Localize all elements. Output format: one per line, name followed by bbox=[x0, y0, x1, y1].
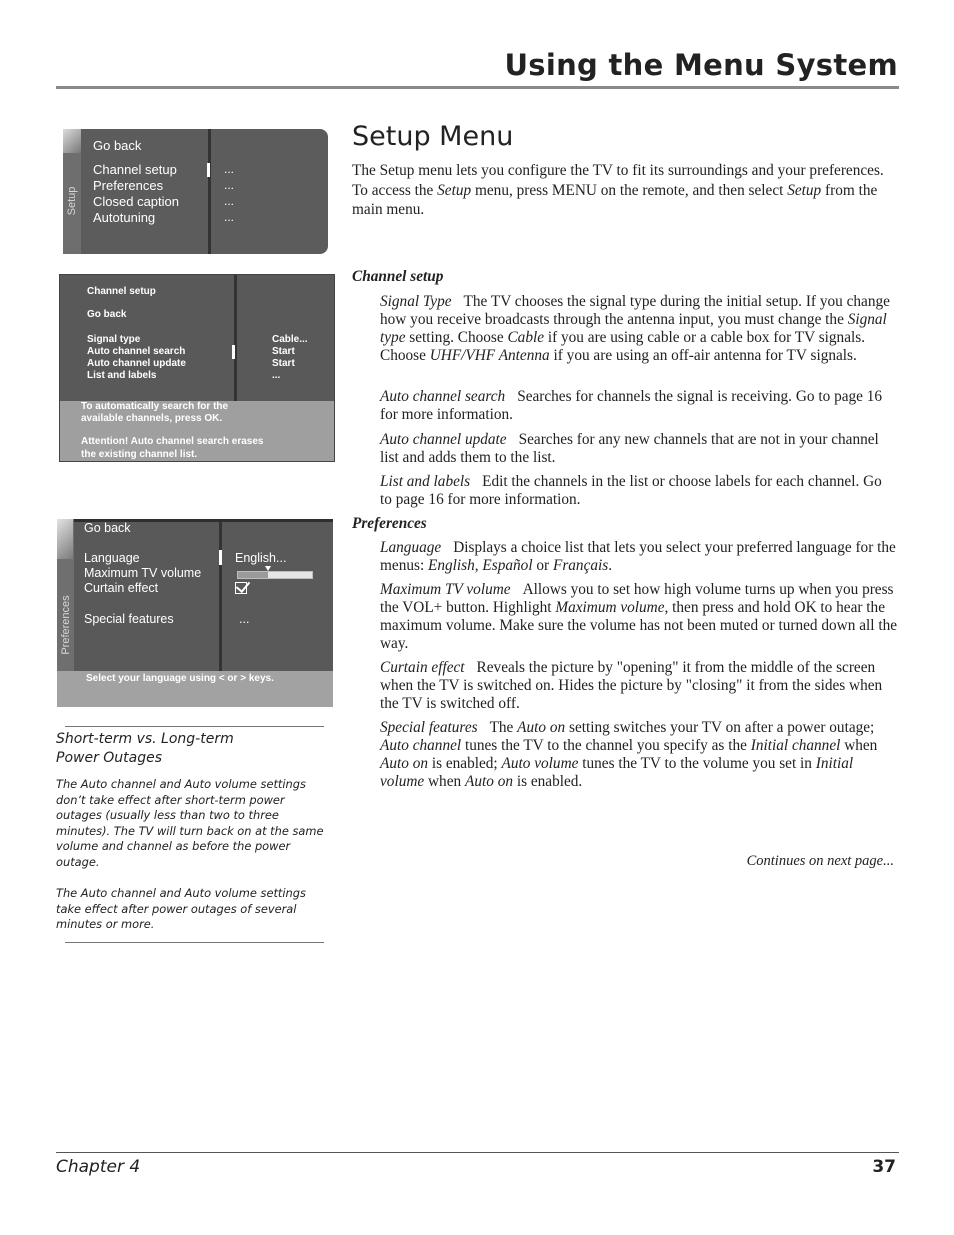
language-value: English... bbox=[235, 551, 287, 565]
menu-logo-icon bbox=[57, 519, 73, 559]
sidebar-rule-bottom bbox=[65, 942, 324, 943]
intro-paragraph: The Setup menu lets you configure the TV to fit its surroundings and your preferences. To access the Setup menu, press MENU on the remote, and then select Setup from the main menu. bbox=[352, 162, 884, 218]
highlight-cursor bbox=[232, 345, 235, 359]
menu-item-preferences: Preferences bbox=[93, 178, 164, 193]
page-title: Setup Menu bbox=[352, 121, 514, 152]
go-back-item: Go back bbox=[93, 138, 142, 153]
sidebar-text-line: The Auto channel and Auto volume settings bbox=[56, 886, 306, 900]
highlight-cursor bbox=[207, 163, 210, 177]
entry-signal-type: Signal Type The TV chooses the signal type during the initial setup. If you change how you receive broadcasts through the antenna input, you must change the Signal type setting. Choose Cable if you are using cable or a cable box for TV signals. Choose UHF/VHF Antenna if you are using an off-air antenna for TV signals. bbox=[380, 293, 890, 364]
menu-item-auto-channel-search: Auto channel search bbox=[87, 346, 186, 357]
sidebar-text-line: outages (usually less than two to three bbox=[56, 808, 279, 822]
chapter-label: Chapter 4 bbox=[56, 1157, 141, 1177]
menu-item-value: ... bbox=[272, 370, 281, 381]
menu-item-curtain-effect: Curtain effect bbox=[84, 581, 159, 595]
menu-item-value: ... bbox=[224, 178, 235, 192]
menu-divider bbox=[208, 129, 211, 254]
sidebar-text-line: outage. bbox=[56, 854, 100, 869]
highlight-cursor bbox=[219, 550, 222, 565]
menu-item-signal-type: Signal type bbox=[87, 334, 141, 345]
help-text-line: the existing channel list. bbox=[81, 449, 198, 460]
entry-maximum-tv-volume: Maximum TV volume Allows you to set how high volume turns up when you press the VOL+ button. Highlight Maximum volume, then press and hold OK to hear the maximum volume. Make sure the volume has not been muted or turned down all the way. bbox=[380, 581, 898, 652]
sidebar-title-line: Short-term vs. Long-term bbox=[56, 731, 234, 747]
help-text-bar bbox=[60, 401, 334, 462]
setup-menu-screenshot bbox=[63, 129, 328, 254]
volume-slider-thumb bbox=[265, 566, 271, 571]
channel-setup-heading: Channel setup bbox=[87, 286, 156, 297]
entry-language: Language Displays a choice list that lets you select your preferred language for the menus: English, Español or Français. bbox=[380, 539, 896, 574]
section-heading-preferences: Preferences bbox=[352, 515, 427, 532]
entry-special-features: Special features The Auto on setting switches your TV on after a power outage; Auto channel tunes the TV to the channel you specify as the Initial channel when Auto on is enabled; Auto volume tunes the TV to the volume you set in Initial volume when Auto on is enabled. bbox=[380, 719, 878, 790]
continues-note: Continues on next page... bbox=[746, 853, 894, 869]
menu-item-autotuning: Autotuning bbox=[93, 210, 156, 225]
menu-item-value: Start bbox=[272, 346, 295, 357]
page-header-title: Using the Menu System bbox=[504, 48, 898, 82]
menu-item-value: Cable... bbox=[272, 334, 308, 345]
menu-item-value: ... bbox=[224, 210, 235, 224]
preferences-tab-strip bbox=[57, 519, 74, 671]
entry-auto-channel-search: Auto channel search Searches for channels the signal is receiving. Go to page 16 for more information. bbox=[380, 388, 883, 423]
sidebar-text-line: The Auto channel and Auto volume settings bbox=[56, 777, 306, 791]
volume-slider-fill bbox=[238, 572, 268, 578]
menu-item-value: ... bbox=[224, 194, 235, 208]
entry-curtain-effect: Curtain effect Reveals the picture by "opening" it from the middle of the screen when the TV is switched on. Hides the picture by "closing" it from the sides when the TV is switched off. bbox=[380, 659, 883, 712]
sidebar-paragraph bbox=[56, 886, 330, 933]
menu-divider bbox=[219, 522, 222, 671]
channel-setup-screenshot bbox=[59, 274, 335, 462]
menu-item-closed-caption: Closed caption bbox=[93, 194, 179, 209]
entry-auto-channel-update: Auto channel update Searches for any new channels that are not in your channel list and adds them to the list. bbox=[380, 431, 879, 466]
help-text-line: Attention! Auto channel search erases bbox=[81, 436, 264, 447]
setup-tab-label: Setup bbox=[66, 186, 78, 216]
menu-divider bbox=[234, 275, 237, 401]
sidebar-title-line: Power Outages bbox=[56, 750, 163, 766]
menu-item-value: ... bbox=[224, 162, 235, 176]
menu-item-list-and-labels: List and labels bbox=[87, 370, 157, 381]
sidebar-text-line: don’t take effect after short-term power bbox=[56, 792, 285, 807]
sidebar-text-line: minutes or more. bbox=[56, 917, 155, 931]
footer-rule bbox=[56, 1152, 899, 1153]
help-text-line: available channels, press OK. bbox=[81, 413, 223, 424]
page-number: 37 bbox=[872, 1157, 896, 1177]
sidebar-text-line: volume and channel as before the power bbox=[56, 839, 291, 853]
menu-item-value: Start bbox=[272, 358, 295, 369]
setup-tab-strip bbox=[63, 129, 81, 254]
menu-item-channel-setup: Channel setup bbox=[93, 162, 177, 177]
help-text-bar bbox=[57, 671, 333, 707]
menu-item-maximum-tv-volume: Maximum TV volume bbox=[84, 566, 202, 580]
menu-item-value: ... bbox=[239, 612, 250, 626]
sidebar-paragraph bbox=[56, 777, 330, 870]
sidebar-title bbox=[56, 730, 326, 768]
menu-logo-icon bbox=[63, 129, 81, 153]
header-rule bbox=[56, 86, 899, 89]
checkbox-checked-icon bbox=[235, 582, 247, 594]
sidebar-rule-top bbox=[65, 726, 324, 727]
sidebar-text-line: minutes). The TV will turn back on at the same bbox=[56, 823, 324, 838]
section-heading-channel-setup: Channel setup bbox=[352, 268, 444, 285]
go-back-item: Go back bbox=[87, 309, 127, 320]
volume-slider bbox=[237, 571, 313, 579]
menu-item-special-features: Special features bbox=[84, 612, 174, 626]
sidebar-text-line: take effect after power outages of several bbox=[56, 901, 297, 916]
menu-item-language: Language bbox=[84, 551, 140, 565]
preferences-screenshot bbox=[57, 519, 333, 707]
preferences-tab-label: Preferences bbox=[59, 595, 72, 655]
help-text-line: To automatically search for the bbox=[81, 401, 229, 412]
menu-item-auto-channel-update: Auto channel update bbox=[87, 358, 186, 369]
entry-list-and-labels: List and labels Edit the channels in the list or choose labels for each channel. Go to page 16 for more information. bbox=[380, 473, 882, 508]
go-back-item: Go back bbox=[84, 521, 131, 535]
help-text-line: Select your language using < or > keys. bbox=[86, 673, 274, 684]
